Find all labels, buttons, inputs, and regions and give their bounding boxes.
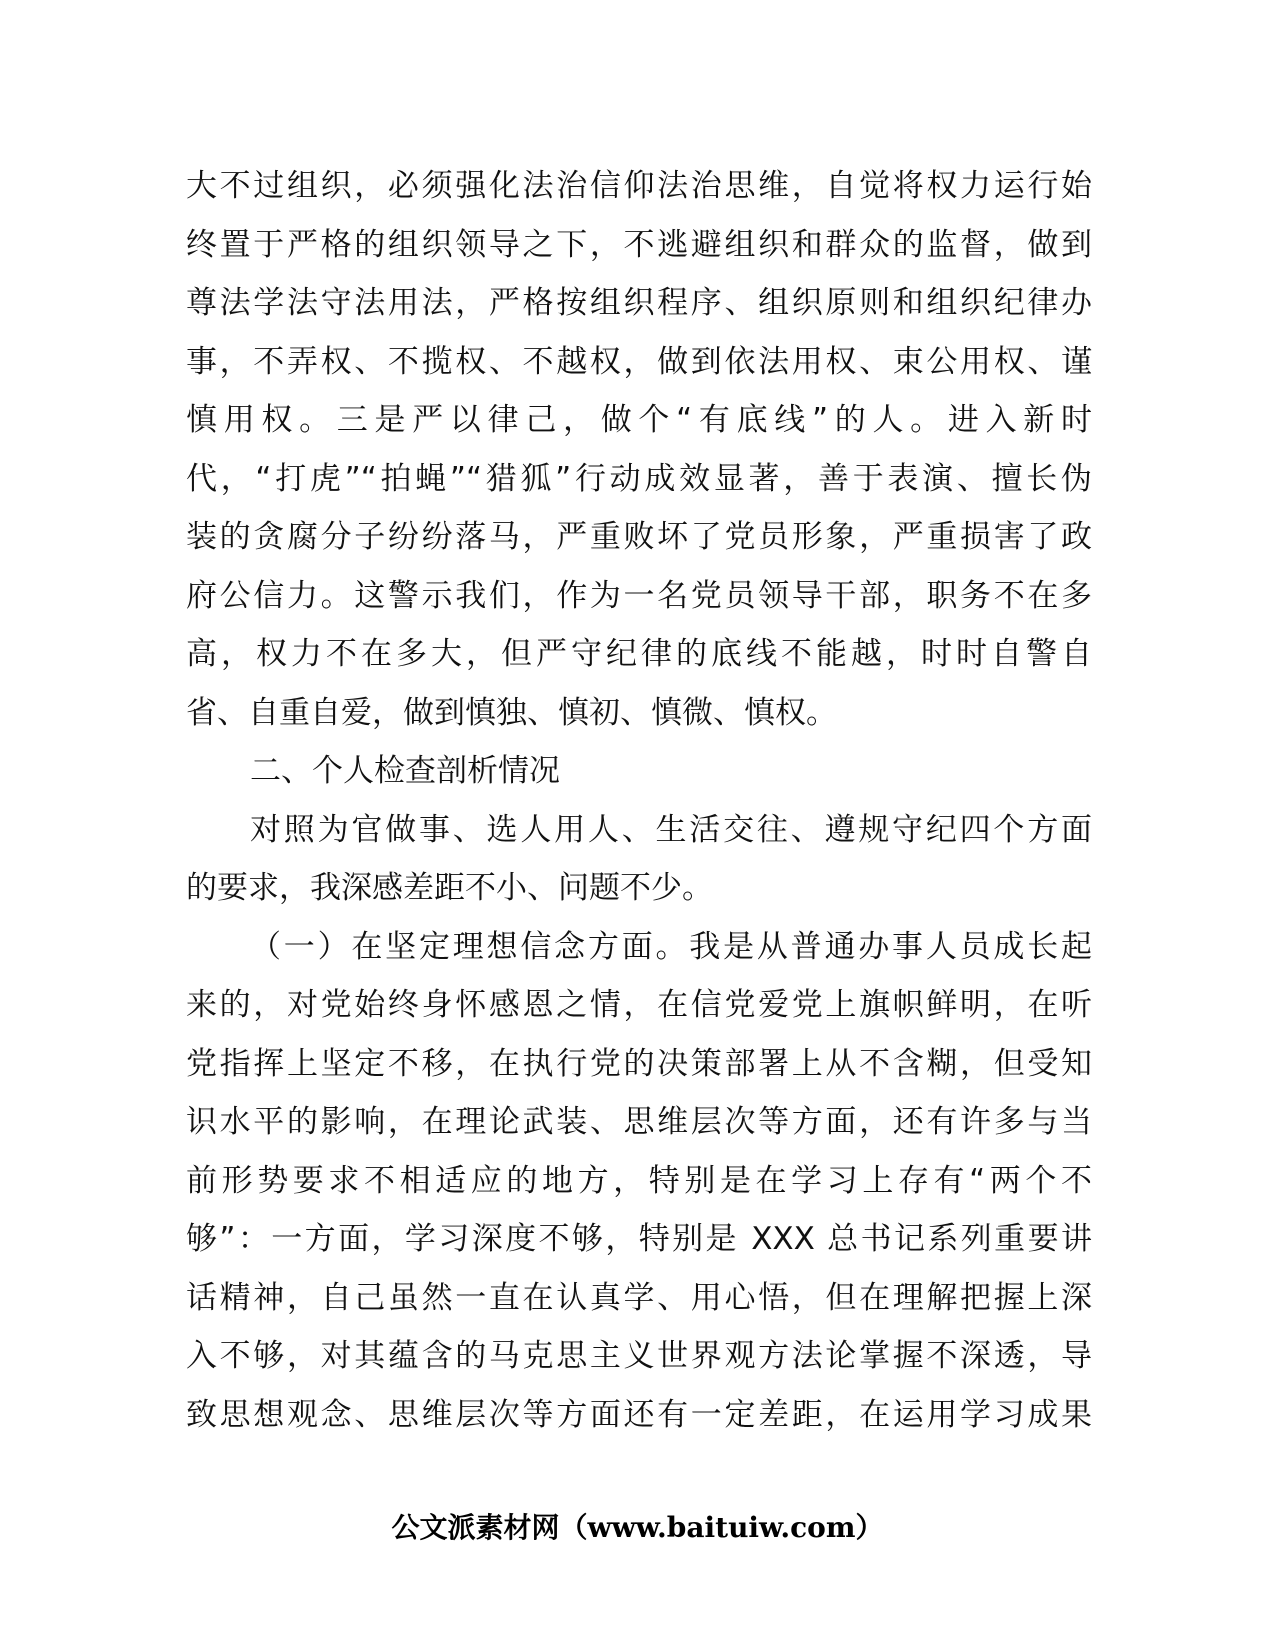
- text-line-3: 尊法学法守法用法，严格按组织程序、组织原则和组织纪律办: [186, 285, 1092, 321]
- text-line-10: 省、自重自爱，做到慎独、慎初、慎微、慎权。: [186, 694, 837, 731]
- text-line-17: 识水平的影响，在理论武装、思维层次等方面，还有许多与当: [186, 1104, 1092, 1140]
- text-line-5: 慎用权。三是严以律己，做个“有底线”的人。进入新时: [186, 402, 1092, 438]
- text-line-12: 对照为官做事、选人用人、生活交往、遵规守纪四个方面: [250, 811, 1092, 848]
- text-line-15: 来的，对党始终身怀感恩之情，在信党爱党上旗帜鲜明，在听: [186, 987, 1092, 1023]
- text-line-4: 事，不弄权、不揽权、不越权，做到依法用权、束公用权、谨: [186, 343, 1092, 380]
- text-line-2: 终置于严格的组织领导之下，不逃避组织和群众的监督，做到: [186, 226, 1092, 263]
- footer-watermark: 公文派素材网（www.baituiw.com）: [391, 1511, 884, 1544]
- text-line-6: 代，“打虎”“拍蝇”“猎狐”行动成效显著，善于表演、擅长伪: [186, 460, 1092, 497]
- section-heading: 二、个人检查剖析情况: [250, 753, 560, 789]
- text-line-1: 大不过组织，必须强化法治信仰法治思维，自觉将权力运行始: [186, 168, 1092, 204]
- text-line-21: 入不够，对其蕴含的马克思主义世界观方法论掌握不深透，导: [186, 1338, 1092, 1374]
- text-line-7: 装的贪腐分子纷纷落马，严重败坏了党员形象，严重损害了政: [186, 519, 1092, 555]
- text-line-22: 致思想观念、思维层次等方面还有一定差距，在运用学习成果: [186, 1396, 1092, 1433]
- subsection-line: （一）在坚定理想信念方面。我是从普通办事人员成长起: [250, 928, 1092, 965]
- text-line-18: 前形势要求不相适应的地方，特别是在学习上存有“两个不: [186, 1162, 1092, 1199]
- text-line-8: 府公信力。这警示我们，作为一名党员领导干部，职务不在多: [186, 577, 1092, 614]
- text-line-13: 的要求，我深感差距不小、问题不少。: [186, 870, 713, 906]
- text-line-9: 高，权力不在多大，但严守纪律的底线不能越，时时自警自: [186, 636, 1092, 672]
- text-line-20: 话精神，自己虽然一直在认真学、用心悟，但在理解把握上深: [186, 1279, 1092, 1316]
- text-line-19: 够”：一方面，学习深度不够，特别是 XXX 总书记系列重要讲: [186, 1221, 1092, 1257]
- text-line-16: 党指挥上坚定不移，在执行党的决策部署上从不含糊，但受知: [186, 1045, 1092, 1082]
- document-body: [186, 157, 1092, 1444]
